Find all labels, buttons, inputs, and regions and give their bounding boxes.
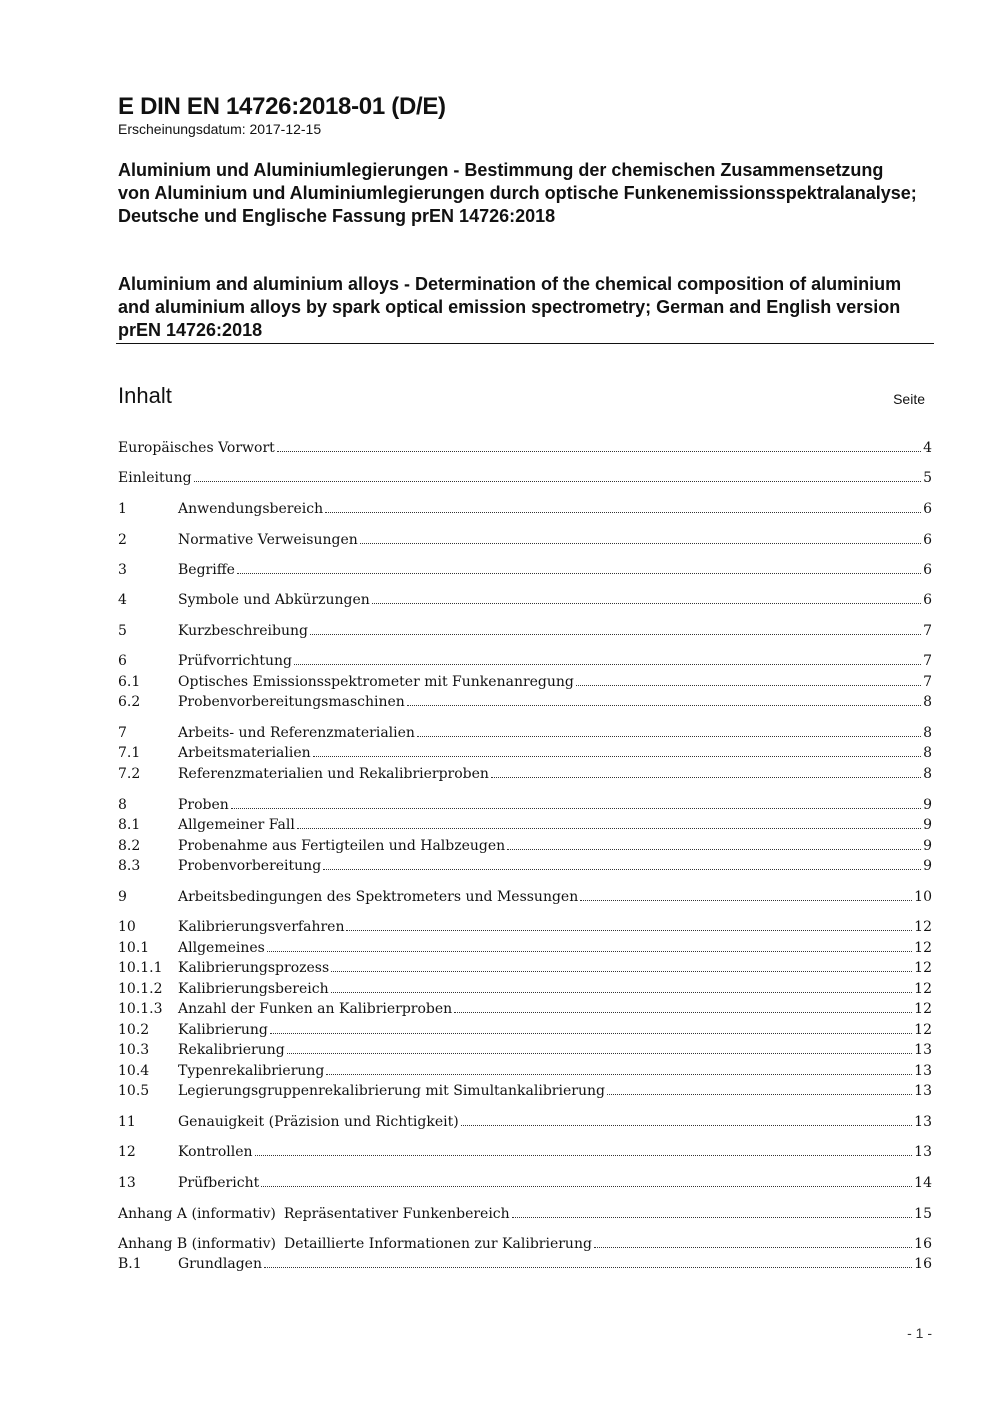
toc-leader xyxy=(454,1012,912,1013)
toc-entry-number: 8.3 xyxy=(118,858,141,874)
title-german: Aluminium und Aluminiumlegierungen - Bestimmung der chemischen Zusammensetzung von Aluminium und Aluminiumlegierungen durch optische Funkenemissionsspektralanalyse; Deutsche und Englische Fassung prEN 14726:2018 xyxy=(118,160,917,226)
toc-entry-number: 10.1.2 xyxy=(118,981,163,997)
toc-entry-page: 13 xyxy=(914,1042,932,1058)
toc-entry-page: 13 xyxy=(914,1144,932,1160)
toc-entry-page: 8 xyxy=(923,766,932,782)
toc-entry[interactable] xyxy=(118,797,932,817)
toc-entry-number: 10.3 xyxy=(118,1042,150,1058)
toc-entry-number: 10 xyxy=(118,919,136,935)
document-title: E DIN EN 14726:2018-01 (D/E) xyxy=(118,93,446,120)
toc-entry-page: 12 xyxy=(914,940,932,956)
toc-entry-page: 9 xyxy=(923,838,932,854)
toc-entry[interactable] xyxy=(118,501,932,521)
toc-entry[interactable] xyxy=(118,653,932,673)
toc-leader xyxy=(331,971,912,972)
publication-date: Erscheinungsdatum: 2017-12-15 xyxy=(118,121,322,137)
toc-entry-title: Probenvorbereitung xyxy=(178,858,322,874)
toc-entry-number: 8 xyxy=(118,797,127,813)
toc-entry[interactable] xyxy=(118,1175,932,1195)
toc-entry[interactable] xyxy=(118,674,932,694)
toc-entry-number: 10.5 xyxy=(118,1083,150,1099)
toc-leader xyxy=(607,1094,912,1095)
toc-entry-title: Anwendungsbereich xyxy=(178,501,324,517)
toc-leader xyxy=(194,481,922,482)
toc-entry-title: Arbeitsbedingungen des Spektrometers und Messungen xyxy=(178,889,579,905)
toc-entry-number: 10.1.3 xyxy=(118,1001,163,1017)
toc-entry[interactable] xyxy=(118,694,932,714)
toc-entry-number: 10.1 xyxy=(118,940,150,956)
toc-entry-page: 9 xyxy=(923,817,932,833)
toc-entry-number: 7.1 xyxy=(118,745,141,761)
toc-entry-page: 12 xyxy=(914,981,932,997)
toc-entry-page: 13 xyxy=(914,1063,932,1079)
toc-leader xyxy=(231,808,921,809)
toc-entry-title: Probenvorbereitungsmaschinen xyxy=(178,694,405,710)
toc-entry-title: Europäisches Vorwort xyxy=(118,440,275,456)
toc-leader xyxy=(360,543,921,544)
page-number: - 1 - xyxy=(907,1325,932,1341)
toc-entry-page: 8 xyxy=(923,694,932,710)
toc-leader xyxy=(512,1217,913,1218)
toc-entry-page: 15 xyxy=(914,1206,932,1222)
toc-entry-title: Einleitung xyxy=(118,470,192,486)
toc-entry-page: 16 xyxy=(914,1236,932,1252)
toc-entry-title: Rekalibrierung xyxy=(178,1042,285,1058)
toc-entry-title: Grundlagen xyxy=(178,1256,262,1272)
toc-entry-page: 10 xyxy=(914,889,932,905)
toc-entry-number: 6.2 xyxy=(118,694,141,710)
toc-entry[interactable] xyxy=(118,766,932,786)
toc-entry-title: Repräsentativer Funkenbereich xyxy=(283,1206,510,1222)
toc-entry-number: B.1 xyxy=(118,1256,142,1272)
toc-entry-page: 5 xyxy=(923,470,932,486)
toc-entry-page: 12 xyxy=(914,1001,932,1017)
toc-entry-page: 13 xyxy=(914,1114,932,1130)
toc-leader xyxy=(323,869,921,870)
toc-entry-number: 6 xyxy=(118,653,127,669)
toc-entry[interactable] xyxy=(118,1236,932,1256)
toc-entry[interactable] xyxy=(118,1063,932,1083)
toc-leader xyxy=(372,603,921,604)
toc-entry[interactable] xyxy=(118,1206,932,1226)
toc-entry[interactable] xyxy=(118,470,932,490)
toc-entry-number: 1 xyxy=(118,501,127,517)
toc-entry-number: 3 xyxy=(118,562,127,578)
toc-entry-title: Symbole und Abkürzungen xyxy=(178,592,370,608)
toc-leader xyxy=(407,705,921,706)
toc-entry-number: 10.1.1 xyxy=(118,960,163,976)
toc-entry[interactable] xyxy=(118,532,932,552)
toc-leader xyxy=(294,664,921,665)
toc-entry-title: Arbeitsmaterialien xyxy=(178,745,311,761)
toc-leader xyxy=(331,992,913,993)
toc-leader xyxy=(255,1155,913,1156)
toc-entry-page: 7 xyxy=(923,623,932,639)
toc-entry[interactable] xyxy=(118,817,932,837)
toc-entry-page: 12 xyxy=(914,919,932,935)
toc-entry-number: 11 xyxy=(118,1114,136,1130)
toc-entry[interactable] xyxy=(118,562,932,582)
toc-leader xyxy=(417,736,921,737)
title-divider xyxy=(116,343,934,344)
toc-leader xyxy=(461,1125,913,1126)
toc-entry-page: 14 xyxy=(914,1175,932,1191)
toc-entry-title: Kontrollen xyxy=(178,1144,253,1160)
toc-entry-number: 8.1 xyxy=(118,817,141,833)
toc-entry[interactable] xyxy=(118,1256,932,1276)
toc-leader xyxy=(491,777,921,778)
toc-entry-title: Kalibrierungsverfahren xyxy=(178,919,345,935)
toc-entry-title: Legierungsgruppenrekalibrierung mit Simultankalibrierung xyxy=(178,1083,605,1099)
toc-entry[interactable] xyxy=(118,1144,932,1164)
toc-entry[interactable] xyxy=(118,725,932,745)
toc-entry[interactable] xyxy=(118,889,932,909)
toc-entry-page: 8 xyxy=(923,745,932,761)
toc-entry-page: 16 xyxy=(914,1256,932,1272)
toc-leader xyxy=(507,849,921,850)
toc-entry-page: 9 xyxy=(923,797,932,813)
toc-entry-page: 6 xyxy=(923,501,932,517)
toc-entry[interactable] xyxy=(118,592,932,612)
toc-leader xyxy=(594,1247,912,1248)
toc-entry-number: Anhang A (informativ) xyxy=(118,1206,276,1222)
toc-entry-title: Optisches Emissionsspektrometer mit Funkenanregung xyxy=(178,674,574,690)
toc-leader xyxy=(576,685,921,686)
toc-entry-number: Anhang B (informativ) xyxy=(118,1236,277,1252)
toc-entry-page: 4 xyxy=(923,440,932,456)
toc-leader xyxy=(313,756,921,757)
toc-entry-page: 7 xyxy=(923,653,932,669)
toc-entry-title: Prüfbericht xyxy=(178,1175,260,1191)
toc-entry-title: Genauigkeit (Präzision und Richtigkeit) xyxy=(178,1114,459,1130)
toc-entry-number: 10.4 xyxy=(118,1063,150,1079)
toc-entry[interactable] xyxy=(118,1114,932,1134)
toc-entry-page: 6 xyxy=(923,532,932,548)
toc-leader xyxy=(310,634,921,635)
toc-entry[interactable] xyxy=(118,919,932,939)
toc-entry-number: 7 xyxy=(118,725,127,741)
toc-entry[interactable] xyxy=(118,981,932,1001)
toc-entry-number: 5 xyxy=(118,623,127,639)
toc-entry-title: Detaillierte Informationen zur Kalibrierung xyxy=(284,1236,592,1252)
toc-entry-title: Kalibrierung xyxy=(178,1022,268,1038)
toc-entry[interactable] xyxy=(118,858,932,878)
toc-entry-title: Anzahl der Funken an Kalibrierproben xyxy=(178,1001,453,1017)
toc-leader xyxy=(277,451,921,452)
toc-entry-title: Referenzmaterialien und Rekalibrierproben xyxy=(178,766,489,782)
toc-entry-page: 12 xyxy=(914,1022,932,1038)
toc-entry-title: Begriffe xyxy=(178,562,235,578)
toc-entry-number: 9 xyxy=(118,889,127,905)
toc-entry-number: 2 xyxy=(118,532,127,548)
toc-entry-page: 8 xyxy=(923,725,932,741)
toc-entry-title: Normative Verweisungen xyxy=(178,532,358,548)
toc-leader xyxy=(326,1074,912,1075)
toc-entry[interactable] xyxy=(118,745,932,765)
toc-leader xyxy=(261,1186,912,1187)
toc-entry-page: 12 xyxy=(914,960,932,976)
toc-entry[interactable] xyxy=(118,440,932,460)
toc-entry-number: 7.2 xyxy=(118,766,141,782)
toc-entry[interactable] xyxy=(118,960,932,980)
toc-entry[interactable] xyxy=(118,838,932,858)
toc-entry-title: Prüfvorrichtung xyxy=(178,653,292,669)
toc-entry-title: Typenrekalibrierung xyxy=(178,1063,325,1079)
toc-entry[interactable] xyxy=(118,1001,932,1021)
toc-entry[interactable] xyxy=(118,1042,932,1062)
toc-entry-title: Arbeits- und Referenzmaterialien xyxy=(178,725,415,741)
toc-entry-page: 6 xyxy=(923,592,932,608)
toc-entry-title: Kurzbeschreibung xyxy=(178,623,308,639)
toc-entry-page: 13 xyxy=(914,1083,932,1099)
toc-entry-page: 7 xyxy=(923,674,932,690)
toc-entry-title: Kalibrierungsbereich xyxy=(178,981,329,997)
toc-entry-number: 13 xyxy=(118,1175,136,1191)
toc-entry-page: 9 xyxy=(923,858,932,874)
toc-entry-title: Probenahme aus Fertigteilen und Halbzeugen xyxy=(178,838,506,854)
toc-leader xyxy=(580,900,912,901)
toc-entry-number: 6.1 xyxy=(118,674,141,690)
toc-page-column-label: Seite xyxy=(893,391,925,407)
toc-entry[interactable] xyxy=(118,1022,932,1042)
toc-entry-number: 8.2 xyxy=(118,838,141,854)
toc-entry-title: Allgemeiner Fall xyxy=(178,817,295,833)
toc-entry[interactable] xyxy=(118,940,932,960)
toc-entry-title: Allgemeines xyxy=(178,940,265,956)
toc-entry-page: 6 xyxy=(923,562,932,578)
title-english: Aluminium and aluminium alloys - Determination of the chemical composition of aluminium and aluminium alloys by spark optical emission spectrometry; German and English version prEN 14726:2018 xyxy=(118,274,902,340)
toc-leader xyxy=(270,1033,912,1034)
toc-heading: Inhalt xyxy=(118,383,172,408)
toc-entry-number: 10.2 xyxy=(118,1022,150,1038)
toc-entry-title: Proben xyxy=(178,797,229,813)
toc-leader xyxy=(297,828,921,829)
toc-entry[interactable] xyxy=(118,623,932,643)
toc-leader xyxy=(325,512,921,513)
toc-leader xyxy=(267,951,912,952)
toc-leader xyxy=(287,1053,912,1054)
toc-entry-number: 12 xyxy=(118,1144,136,1160)
toc-leader xyxy=(346,930,912,931)
toc-entry-title: Kalibrierungsprozess xyxy=(178,960,330,976)
toc-leader xyxy=(264,1267,912,1268)
toc-leader xyxy=(237,573,921,574)
toc-entry[interactable] xyxy=(118,1083,932,1103)
toc-entry-number: 4 xyxy=(118,592,127,608)
